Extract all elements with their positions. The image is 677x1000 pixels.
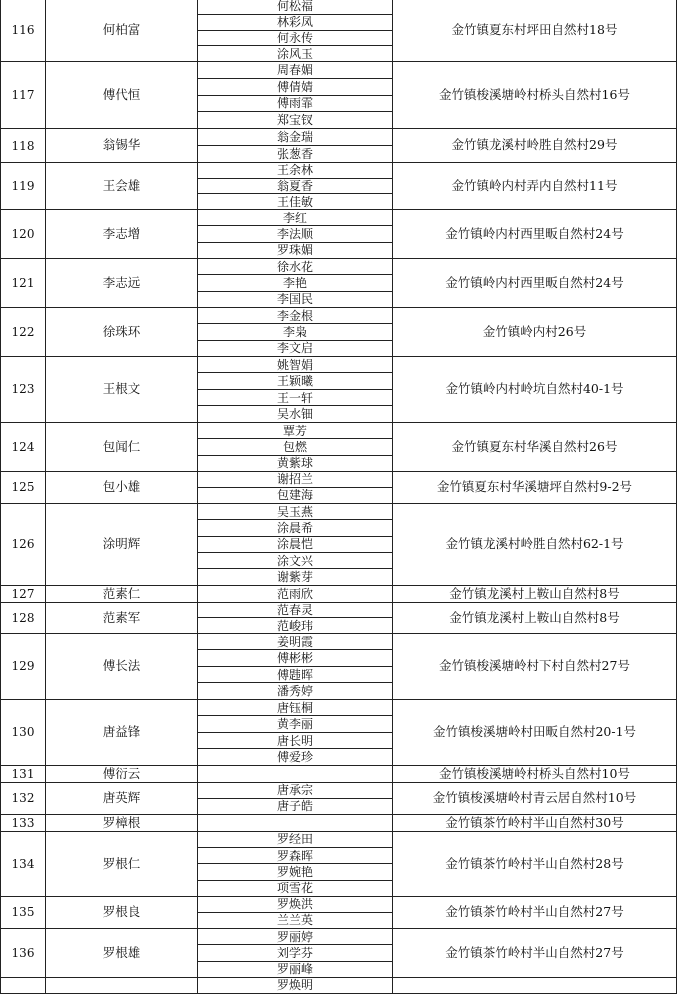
family-member-name: 何永传 (198, 30, 393, 46)
household-head-name: 傅衍云 (46, 765, 198, 782)
family-member-name: 涂晨恺 (198, 536, 393, 552)
family-member-name: 兰兰英 (198, 912, 393, 928)
household-head-name: 唐英辉 (46, 782, 198, 814)
household-head-name: 王会雄 (46, 163, 198, 210)
family-member-name (198, 814, 393, 831)
family-member-name: 罗焕明 (198, 977, 393, 993)
family-member-name: 罗婉艳 (198, 864, 393, 880)
household-number (1, 977, 46, 993)
family-member-name: 姜明霞 (198, 633, 393, 650)
household-number: 119 (1, 163, 46, 210)
family-member-name: 涂晨希 (198, 520, 393, 536)
family-member-name: 唐子皓 (198, 798, 393, 814)
table-row (1, 163, 677, 179)
family-member-name: 谢招兰 (198, 471, 393, 487)
table-row (1, 814, 677, 831)
family-member-name: 徐水花 (198, 258, 393, 274)
household-number: 120 (1, 209, 46, 258)
household-address: 金竹镇茶竹岭村半山自然村27号 (393, 928, 677, 977)
family-member-name: 覃芳 (198, 422, 393, 438)
table-row (1, 602, 677, 618)
table-row (1, 422, 677, 438)
family-member-name: 傅爱珍 (198, 749, 393, 766)
family-member-name: 李金根 (198, 307, 393, 323)
household-register-body (1, 0, 677, 993)
household-address: 金竹镇夏东村华溪自然村26号 (393, 422, 677, 471)
family-member-name: 罗经田 (198, 831, 393, 847)
family-member-name: 王颖曦 (198, 373, 393, 390)
family-member-name: 张葱香 (198, 146, 393, 163)
household-address: 金竹镇岭内村西里畈自然村24号 (393, 209, 677, 258)
household-head-name: 翁锡华 (46, 129, 198, 163)
table-row (1, 633, 677, 650)
table-row (1, 129, 677, 146)
household-number: 129 (1, 633, 46, 699)
household-head-name: 涂明辉 (46, 503, 198, 585)
family-member-name: 唐钰桐 (198, 699, 393, 716)
household-head-name: 罗根仁 (46, 831, 198, 896)
family-member-name: 包建海 (198, 487, 393, 503)
family-member-name: 李文启 (198, 340, 393, 356)
family-member-name: 涂文兴 (198, 553, 393, 569)
family-member-name: 李国民 (198, 291, 393, 307)
family-member-name: 刘学芬 (198, 945, 393, 961)
household-head-name: 罗根雄 (46, 928, 198, 977)
family-member-name: 范峻玮 (198, 618, 393, 634)
household-number: 118 (1, 129, 46, 163)
household-address: 金竹镇龙溪村上鞍山自然村8号 (393, 602, 677, 633)
table-row (1, 699, 677, 716)
household-address: 金竹镇茶竹岭村半山自然村30号 (393, 814, 677, 831)
household-number: 116 (1, 0, 46, 62)
family-member-name: 项雪花 (198, 880, 393, 896)
family-member-name: 吴玉燕 (198, 503, 393, 519)
table-row (1, 62, 677, 79)
table-row (1, 896, 677, 912)
household-address (393, 977, 677, 993)
family-member-name: 吴水钿 (198, 406, 393, 423)
family-member-name: 王余林 (198, 163, 393, 179)
family-member-name: 罗丽婷 (198, 928, 393, 944)
family-member-name: 傅雨霏 (198, 95, 393, 112)
household-number: 135 (1, 896, 46, 928)
household-address: 金竹镇岭内村弄内自然村11号 (393, 163, 677, 210)
household-head-name: 李志增 (46, 209, 198, 258)
household-head-name: 李志远 (46, 258, 198, 307)
family-member-name: 涂风玉 (198, 46, 393, 62)
household-number: 130 (1, 699, 46, 765)
family-member-name: 谢紫芽 (198, 569, 393, 585)
household-address: 金竹镇梭溪塘岭村青云居自然村10号 (393, 782, 677, 814)
family-member-name: 唐长明 (198, 732, 393, 749)
household-head-name: 傅长法 (46, 633, 198, 699)
household-number: 127 (1, 585, 46, 602)
household-number: 133 (1, 814, 46, 831)
family-member-name: 郑宝钗 (198, 112, 393, 129)
family-member-name: 唐承宗 (198, 782, 393, 798)
household-number: 117 (1, 62, 46, 129)
family-member-name: 王一轩 (198, 389, 393, 406)
table-row (1, 928, 677, 944)
family-member-name: 李艳 (198, 275, 393, 291)
table-row (1, 503, 677, 519)
family-member-name: 罗焕洪 (198, 896, 393, 912)
table-row (1, 977, 677, 993)
household-head-name: 徐珠环 (46, 307, 198, 356)
household-address: 金竹镇茶竹岭村半山自然村28号 (393, 831, 677, 896)
household-head-name: 包闻仁 (46, 422, 198, 471)
household-address: 金竹镇茶竹岭村半山自然村27号 (393, 896, 677, 928)
household-number: 122 (1, 307, 46, 356)
family-member-name: 罗丽峰 (198, 961, 393, 977)
household-head-name (46, 977, 198, 993)
household-head-name: 傅代恒 (46, 62, 198, 129)
household-address: 金竹镇夏东村华溪塘坪自然村9-2号 (393, 471, 677, 503)
household-number: 131 (1, 765, 46, 782)
family-member-name: 姚智娟 (198, 356, 393, 373)
household-address: 金竹镇夏东村坪田自然村18号 (393, 0, 677, 62)
household-number: 128 (1, 602, 46, 633)
household-address: 金竹镇梭溪塘岭村桥头自然村16号 (393, 62, 677, 129)
household-head-name: 范素仁 (46, 585, 198, 602)
family-member-name: 翁夏香 (198, 178, 393, 194)
household-address: 金竹镇岭内村西里畈自然村24号 (393, 258, 677, 307)
family-member-name: 黄紫球 (198, 455, 393, 471)
household-address: 金竹镇梭溪塘岭村下村自然村27号 (393, 633, 677, 699)
household-number: 124 (1, 422, 46, 471)
family-member-name: 李红 (198, 209, 393, 225)
family-member-name: 傅彬彬 (198, 650, 393, 667)
family-member-name: 翁金瑞 (198, 129, 393, 146)
table-row (1, 831, 677, 847)
family-member-name: 黄李丽 (198, 716, 393, 733)
household-head-name: 罗根良 (46, 896, 198, 928)
family-member-name: 李枭 (198, 324, 393, 340)
family-member-name: 傅韪晖 (198, 666, 393, 683)
household-number: 136 (1, 928, 46, 977)
household-number: 126 (1, 503, 46, 585)
household-number: 123 (1, 356, 46, 422)
table-row (1, 258, 677, 274)
family-member-name: 范春灵 (198, 602, 393, 618)
family-member-name: 范雨欣 (198, 585, 393, 602)
family-member-name: 何松福 (198, 0, 393, 14)
household-address: 金竹镇梭溪塘岭村田畈自然村20-1号 (393, 699, 677, 765)
family-member-name: 周春媚 (198, 62, 393, 79)
household-number: 121 (1, 258, 46, 307)
family-member-name: 包燃 (198, 439, 393, 455)
family-member-name: 罗森晖 (198, 848, 393, 864)
household-address: 金竹镇龙溪村岭胜自然村29号 (393, 129, 677, 163)
table-row (1, 209, 677, 225)
household-number: 134 (1, 831, 46, 896)
household-head-name: 王根文 (46, 356, 198, 422)
table-row (1, 782, 677, 798)
table-row (1, 356, 677, 373)
household-head-name: 包小雄 (46, 471, 198, 503)
family-member-name (198, 765, 393, 782)
household-head-name: 何柏富 (46, 0, 198, 62)
family-member-name: 林彩凤 (198, 14, 393, 30)
household-head-name: 唐益锋 (46, 699, 198, 765)
table-row (1, 0, 677, 14)
household-address: 金竹镇龙溪村岭胜自然村62-1号 (393, 503, 677, 585)
household-head-name: 范素军 (46, 602, 198, 633)
household-address: 金竹镇龙溪村上鞍山自然村8号 (393, 585, 677, 602)
household-number: 125 (1, 471, 46, 503)
table-row (1, 585, 677, 602)
family-member-name: 罗珠媚 (198, 242, 393, 258)
household-address: 金竹镇梭溪塘岭村桥头自然村10号 (393, 765, 677, 782)
table-row (1, 471, 677, 487)
family-member-name: 王佳敏 (198, 194, 393, 210)
table-row (1, 307, 677, 323)
household-address: 金竹镇岭内村岭坑自然村40-1号 (393, 356, 677, 422)
household-head-name: 罗樟根 (46, 814, 198, 831)
table-row (1, 765, 677, 782)
family-member-name: 傅倩婧 (198, 78, 393, 95)
family-member-name: 潘秀婷 (198, 683, 393, 700)
household-number: 132 (1, 782, 46, 814)
household-address: 金竹镇岭内村26号 (393, 307, 677, 356)
family-member-name: 李法顺 (198, 226, 393, 242)
